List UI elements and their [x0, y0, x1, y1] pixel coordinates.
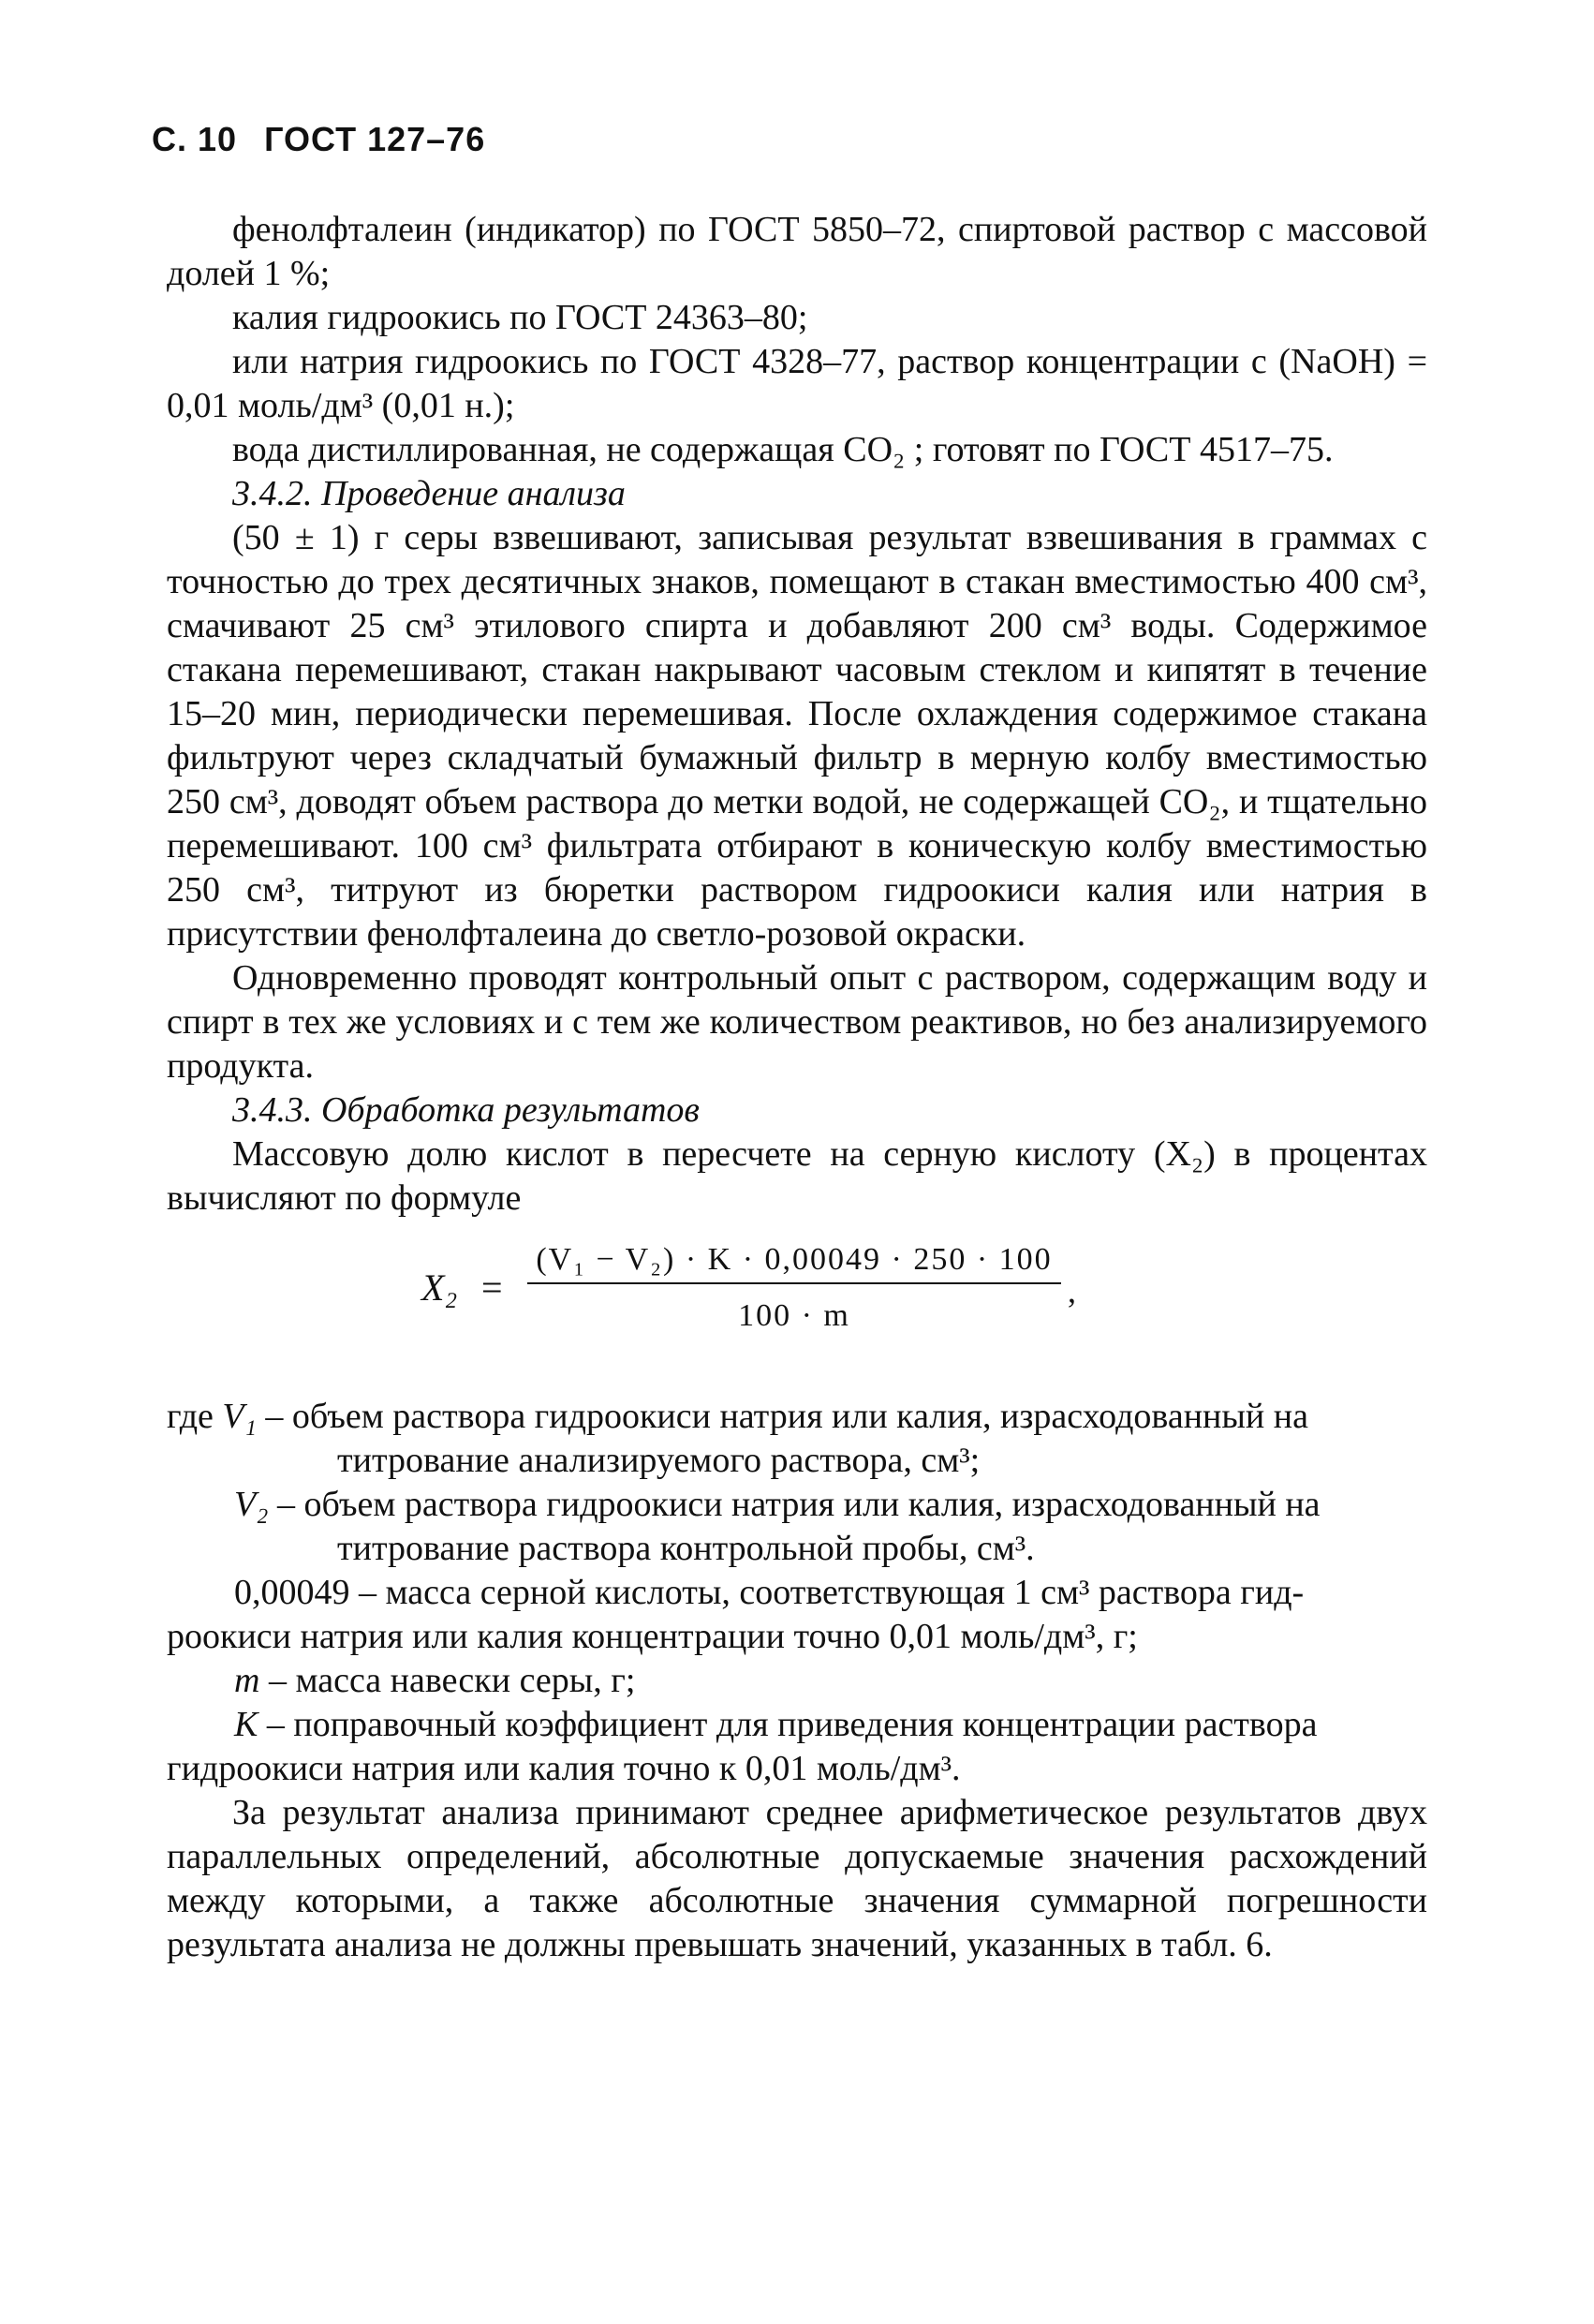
definition-text: – поправочный коэффициент для приведения концентрации раствора	[266, 1705, 1318, 1744]
definition-text: – объем раствора гидроокиси натрия или калия, израсходованный на	[265, 1397, 1308, 1436]
formula-denominator: 100 · m	[738, 1298, 850, 1333]
definition-m	[167, 1659, 1427, 1703]
definition-text: – масса серной кислоты, соответствующая 1 см³ раствора гид-	[359, 1573, 1305, 1612]
fraction-bar	[527, 1282, 1061, 1284]
definition-symbol: m	[234, 1661, 260, 1700]
formula	[167, 1234, 1427, 1374]
formula-comma: ,	[1068, 1272, 1076, 1310]
page-number: С. 10	[152, 120, 238, 158]
standard-number: ГОСТ 127–76	[264, 120, 486, 158]
formula-numerator: (V₁ − V₂) · K · 0,00049 · 250 · 100	[536, 1242, 1053, 1277]
definition-continuation: гидроокиси натрия или калия точно к 0,01 моль/дм³.	[167, 1749, 961, 1788]
definition-symbol: 0,00049	[234, 1573, 350, 1612]
definition-text: – объем раствора гидроокиси натрия или калия, израсходованный на	[276, 1485, 1321, 1524]
definition-continuation: титрование раствора контрольной пробы, см³.	[337, 1529, 1035, 1568]
reagent-item: фенолфталеин (индикатор) по ГОСТ 5850–72, спиртовой раствор с массовой долей 1 %;	[167, 210, 1427, 293]
reagent-item: вода дистиллированная, не содержащая CO₂ ; готовят по ГОСТ 4517–75.	[232, 430, 1334, 469]
reagent-item: калия гидроокись по ГОСТ 24363–80;	[232, 298, 808, 337]
definition-prefix: где	[167, 1397, 214, 1436]
definition-k	[167, 1703, 1427, 1791]
definition-v1	[167, 1395, 1427, 1483]
definition-symbol: K	[234, 1705, 258, 1744]
definition-coefficient	[167, 1571, 1427, 1659]
section-title-3-4-2: 3.4.2. Проведение анализа	[232, 474, 626, 513]
control-paragraph: Одновременно проводят контрольный опыт с раствором, содержащим воду и спирт в тех же условиях и с тем же количеством реактивов, но без анализируемого продукта.	[167, 958, 1427, 1086]
formula-equals: =	[481, 1266, 503, 1309]
definition-continuation: титрование анализируемого раствора, см³;	[337, 1441, 981, 1480]
definition-continuation: роокиси натрия или калия концентрации точно 0,01 моль/дм³, г;	[167, 1617, 1138, 1656]
formula-intro: Массовую долю кислот в пересчете на серную кислоту (X₂) в процентах вычисляют по формуле	[167, 1134, 1427, 1218]
reagent-item: или натрия гидроокись по ГОСТ 4328–77, раствор концентрации c (NaOH) = 0,01 моль/дм³ (0,01 н.);	[167, 342, 1427, 425]
definition-symbol: V₂	[234, 1485, 269, 1524]
page-header	[152, 120, 485, 159]
document-body	[167, 208, 1427, 1967]
conclusion-paragraph: За результат анализа принимают среднее арифметическое результатов двух параллельных определений, абсолютные допускаемые значения расхождений между которыми, а также абсолютные значения суммарной погрешности результата анализа не должны превышать значений, указанных в табл. 6.	[167, 1793, 1427, 1964]
variable-definitions	[167, 1395, 1427, 1791]
procedure-paragraph: (50 ± 1) г серы взвешивают, записывая результат взвешивания в граммах с точностью до трех десятичных знаков, помещают в стакан вместимостью 400 см³, смачивают 25 см³ этилового спирта и добавляют 200 см³ воды. Содержимое стакана перемешивают, стакан накрывают часовым стеклом и кипятят в течение 15–20 мин, периодически перемешивая. После охлаждения содержимое стакана фильтруют через складчатый бумажный фильтр в мерную колбу вместимостью 250 см³, доводят объем раствора до метки водой, не содержащей CO₂, и тщательно перемешивают. 100 см³ фильтрата отбирают в коническую колбу вместимостью 250 см³, титруют из бюретки раствором гидроокиси калия или натрия в присутствии фенолфталеина до светло-розовой окраски.	[167, 518, 1427, 954]
definition-v2	[167, 1483, 1427, 1571]
formula-lhs: X₂	[421, 1266, 458, 1309]
section-title-3-4-3: 3.4.3. Обработка результатов	[232, 1090, 700, 1130]
definition-symbol: V₁	[222, 1397, 257, 1436]
definition-text: – масса навески серы, г;	[268, 1661, 636, 1700]
